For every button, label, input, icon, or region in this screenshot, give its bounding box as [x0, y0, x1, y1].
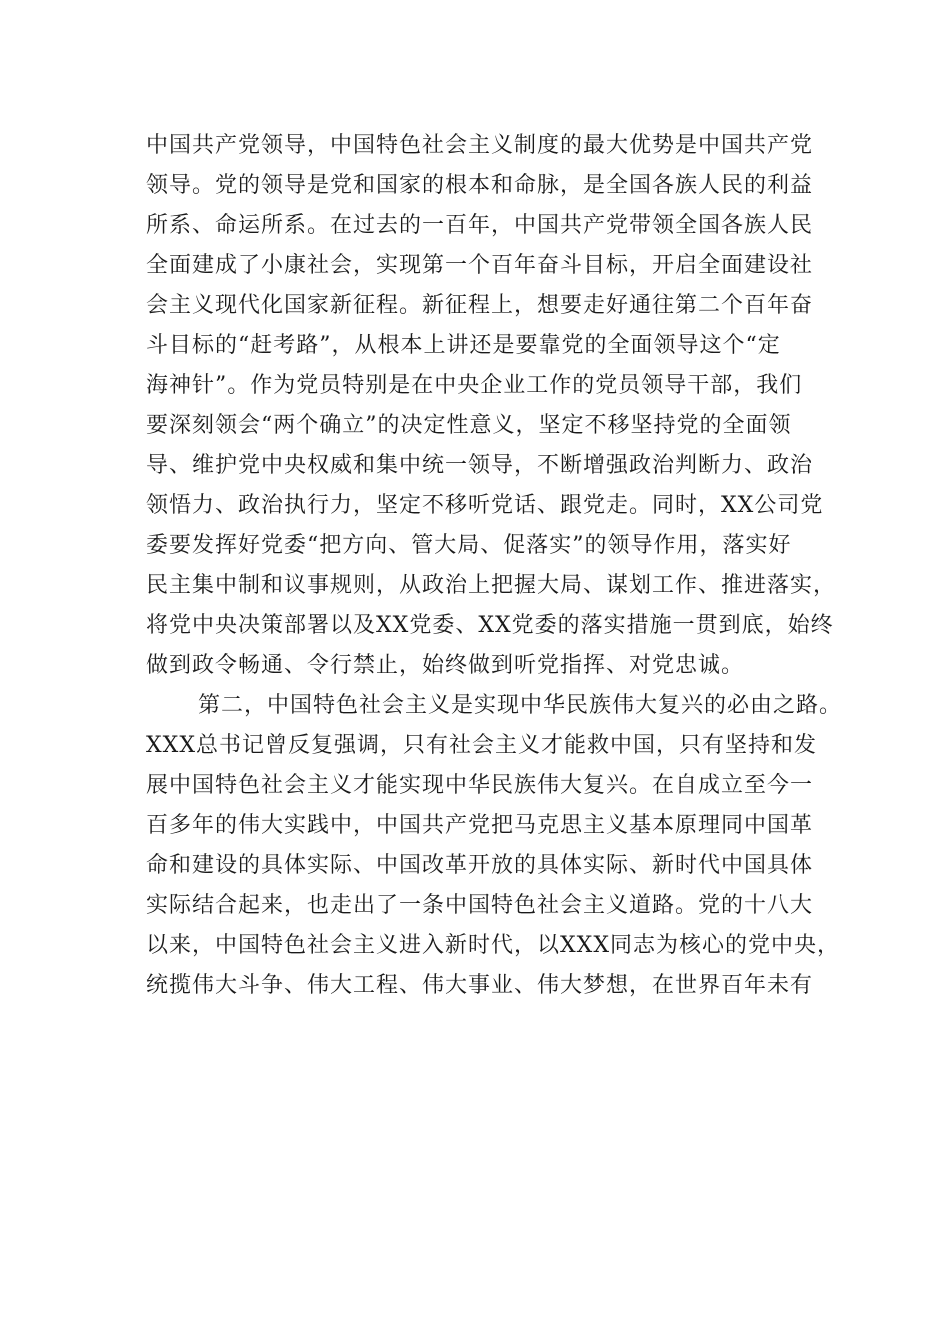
text-line: 统揽伟大斗争、伟大工程、伟大事业、伟大梦想，在世界百年未有 [146, 973, 814, 998]
text-line: 展中国特色社会主义才能实现中华民族伟大复兴。在自成立至今一 [146, 773, 814, 798]
text-line: 会主义现代化国家新征程。新征程上，想要走好通往第二个百年奋 [146, 293, 814, 318]
text-line: 民主集中制和议事规则，从政治上把握大局、谋划工作、推进落实， [146, 573, 837, 598]
paragraph-start-line: 第二，中国特色社会主义是实现中华民族伟大复兴的必由之路。 [198, 693, 843, 718]
text-line: 以来，中国特色社会主义进入新时代，以XXX同志为核心的党中央， [146, 933, 840, 958]
text-line: 斗目标的“赶考路”，从根本上讲还是要靠党的全面领导这个“定 [146, 333, 781, 358]
text-line: 百多年的伟大实践中，中国共产党把马克思主义基本原理同中国革 [146, 813, 814, 838]
text-line: 将党中央决策部署以及XX党委、XX党委的落实措施一贯到底，始终 [146, 613, 834, 638]
text-line: 命和建设的具体实际、中国改革开放的具体实际、新时代中国具体 [146, 853, 814, 878]
text-line: 要深刻领会“两个确立”的决定性意义，坚定不移坚持党的全面领 [146, 413, 792, 438]
body-text [146, 126, 843, 1006]
text-line: 海神针”。作为党员特别是在中央企业工作的党员领导干部，我们 [146, 373, 803, 398]
text-line: 委要发挥好党委“把方向、管大局、促落实”的领导作用，落实好 [146, 533, 792, 558]
text-line: XXX总书记曾反复强调，只有社会主义才能救中国，只有坚持和发 [146, 733, 817, 758]
text-line: 全面建成了小康社会，实现第一个百年奋斗目标，开启全面建设社 [146, 253, 814, 278]
text-line: 导、维护党中央权威和集中统一领导，不断增强政治判断力、政治 [146, 453, 814, 478]
text-line: 领导。党的领导是党和国家的根本和命脉，是全国各族人民的利益 [146, 173, 814, 198]
text-line: 所系、命运所系。在过去的一百年，中国共产党带领全国各族人民 [146, 213, 814, 238]
text-line: 中国共产党领导，中国特色社会主义制度的最大优势是中国共产党 [146, 133, 814, 158]
text-line: 领悟力、政治执行力，坚定不移听党话、跟党走。同时，XX公司党 [146, 493, 824, 518]
text-line: 做到政令畅通、令行禁止，始终做到听党指挥、对党忠诚。 [146, 653, 745, 678]
text-line: 实际结合起来，也走出了一条中国特色社会主义道路。党的十八大 [146, 893, 814, 918]
